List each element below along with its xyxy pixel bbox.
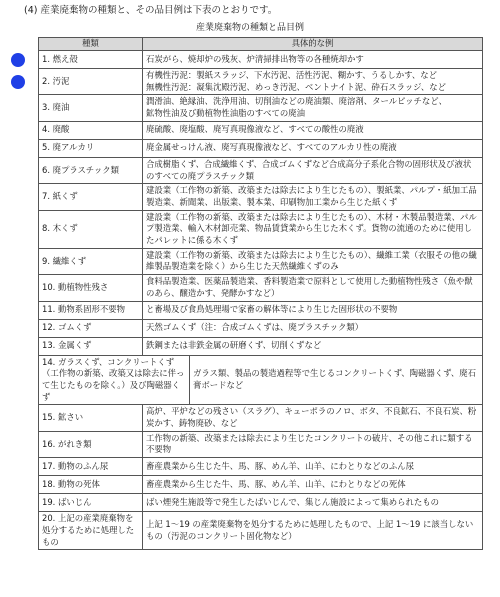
waste-type-name: 3. 廃油 xyxy=(39,95,143,121)
waste-type-name: 19. ばいじん xyxy=(39,494,143,512)
waste-type-name: 12. ゴムくず xyxy=(39,319,143,337)
table-row xyxy=(39,69,483,95)
table-row xyxy=(39,184,483,210)
waste-type-name: 18. 動物の死体 xyxy=(39,476,143,494)
waste-examples: 有機性汚泥：製紙スラッジ、下水汚泥、活性汚泥、糊かす、うるしかす、など 無機性汚泥：凝集沈殿汚泥、めっき汚泥、ベントナイト泥、砕石スラッジ、など xyxy=(143,69,483,95)
table-row xyxy=(39,337,483,355)
intro-text: (4) 産業廃棄物の種類と、その品目例は下表のとおりです。 xyxy=(24,5,278,16)
waste-type-name: 1. 燃え殻 xyxy=(39,51,143,69)
waste-type-name: 6. 廃プラスチック類 xyxy=(39,157,143,183)
waste-examples: 合成樹脂くず、合成繊維くず、合成ゴムくずなど合成高分子系化合物の固形状及び液状のすべての廃プラスチック類 xyxy=(143,157,483,183)
table-caption: 産業廃棄物の種類と品目例 xyxy=(195,23,304,33)
table-row xyxy=(39,405,483,431)
table-body xyxy=(39,51,483,550)
table-row xyxy=(39,301,483,319)
waste-type-name: 9. 繊維くず xyxy=(39,248,143,274)
waste-type-name: 5. 廃アルカリ xyxy=(39,139,143,157)
waste-examples: 石炭がら、焼却炉の残灰、炉清掃排出物等の各種焼却かす xyxy=(143,51,483,69)
waste-type-name: 10. 動植物性残さ xyxy=(39,275,143,301)
table-row xyxy=(39,319,483,337)
waste-examples: 鉄鋼または非鉄金属の研磨くず、切削くずなど xyxy=(143,337,483,355)
waste-examples: 建設業（工作物の新築、改築または除去により生じたもの）、繊維工業（衣服その他の繊維製品製造業を除く）から生じた天然繊維くずのみ xyxy=(143,248,483,274)
table-row xyxy=(39,431,483,457)
waste-examples: 畜産農業から生じた牛、馬、豚、めん羊、山羊、にわとりなどのふん尿 xyxy=(143,458,483,476)
waste-examples: 建設業（工作物の新築、改築または除去により生じたもの）、製紙業、パルプ・紙加工品製造業、新聞業、出版業、製本業、印刷物加工業から生じた紙くず xyxy=(143,184,483,210)
table-row xyxy=(39,210,483,248)
table-row xyxy=(39,458,483,476)
table-row xyxy=(39,494,483,512)
waste-type-name: 11. 動物系固形不要物 xyxy=(39,301,143,319)
waste-examples: 食料品製造業、医薬品製造業、香料製造業で原料として使用した動植物性残さ（魚や獣のあら、醸造かす、発酵かすなど） xyxy=(143,275,483,301)
waste-type-table xyxy=(38,37,483,550)
header-type: 種類 xyxy=(39,38,143,51)
waste-examples: 上記 1～19 の産業廃棄物を処分するために処理したもので、上記 1～19 に該当しないもの（汚泥のコンクリート固化物など） xyxy=(143,512,483,550)
waste-examples: ガラス類、製品の製造過程等で生じるコンクリートくず、陶磁器くず、廃石膏ボードなど xyxy=(193,368,476,390)
waste-type-name: 15. 鉱さい xyxy=(39,405,143,431)
table-row xyxy=(39,51,483,69)
blue-dot-marker xyxy=(11,53,25,67)
waste-examples: ばい煙発生施設等で発生したばいじんで、集じん施設によって集められたもの xyxy=(143,494,483,512)
waste-type-name: 17. 動物のふん尿 xyxy=(39,458,143,476)
table-row xyxy=(39,121,483,139)
table-row xyxy=(39,139,483,157)
waste-examples: 高炉、平炉などの残さい（スラグ）、キューポラのノロ、ボタ、不良鉱石、不良石炭、粉炭かす、鋳物廃砂、など xyxy=(143,405,483,431)
waste-type-name: 2. 汚泥 xyxy=(39,69,143,95)
waste-examples: 潤滑油、絶縁油、洗浄用油、切削油などの廃油類、廃溶剤、タールピッチなど、 鉱物性油及び動植物性油脂のすべての廃油 xyxy=(143,95,483,121)
waste-type-name: 16. がれき類 xyxy=(39,431,143,457)
waste-type-name: 4. 廃酸 xyxy=(39,121,143,139)
waste-examples: 廃硫酸、廃塩酸、廃写真現像液など、すべての酸性の廃液 xyxy=(143,121,483,139)
blue-dot-marker xyxy=(11,75,25,89)
table-row xyxy=(39,95,483,121)
table-row xyxy=(39,248,483,274)
waste-examples: 廃金属せっけん液、廃写真現像液など、すべてのアルカリ性の廃液 xyxy=(143,139,483,157)
waste-examples: 天然ゴムくず（注：合成ゴムくずは、廃プラスチック類） xyxy=(143,319,483,337)
header-examples: 具体的な例 xyxy=(143,38,483,51)
waste-examples: 工作物の新築、改築または除去により生じたコンクリートの破片、その他これに類する不要物 xyxy=(143,431,483,457)
table-row xyxy=(39,512,483,550)
waste-examples: 建設業（工作物の新築、改築または除去により生じたもの）、木材・木製品製造業、パルプ製造業、輸入木材卸売業、物品賃貸業から生じた木くず。貨物の流通のために使用したパレットに係る木くず xyxy=(143,210,483,248)
waste-type-name: 8. 木くず xyxy=(39,210,143,248)
waste-type-name: 13. 金属くず xyxy=(39,337,143,355)
split-row-table xyxy=(39,356,482,405)
split-row-cell xyxy=(39,355,483,405)
waste-type-name: 20. 上記の産業廃棄物を処分するために処理したもの xyxy=(39,512,143,550)
waste-type-name: 7. 紙くず xyxy=(39,184,143,210)
waste-examples: と畜場及び食鳥処理場で家畜の解体等により生じた固形状の不要物 xyxy=(143,301,483,319)
table-row xyxy=(39,275,483,301)
table-row xyxy=(39,157,483,183)
waste-type-name: 14. ガラスくず、コンクリートくず（工作物の新築、改築又は除去に伴って生じたものを除く。）及び陶磁器くず xyxy=(39,356,190,405)
waste-examples: 畜産農業から生じた牛、馬、豚、めん羊、山羊、にわとりなどの死体 xyxy=(143,476,483,494)
table-header-row xyxy=(39,38,483,51)
table-row xyxy=(39,476,483,494)
table-row xyxy=(39,355,483,405)
